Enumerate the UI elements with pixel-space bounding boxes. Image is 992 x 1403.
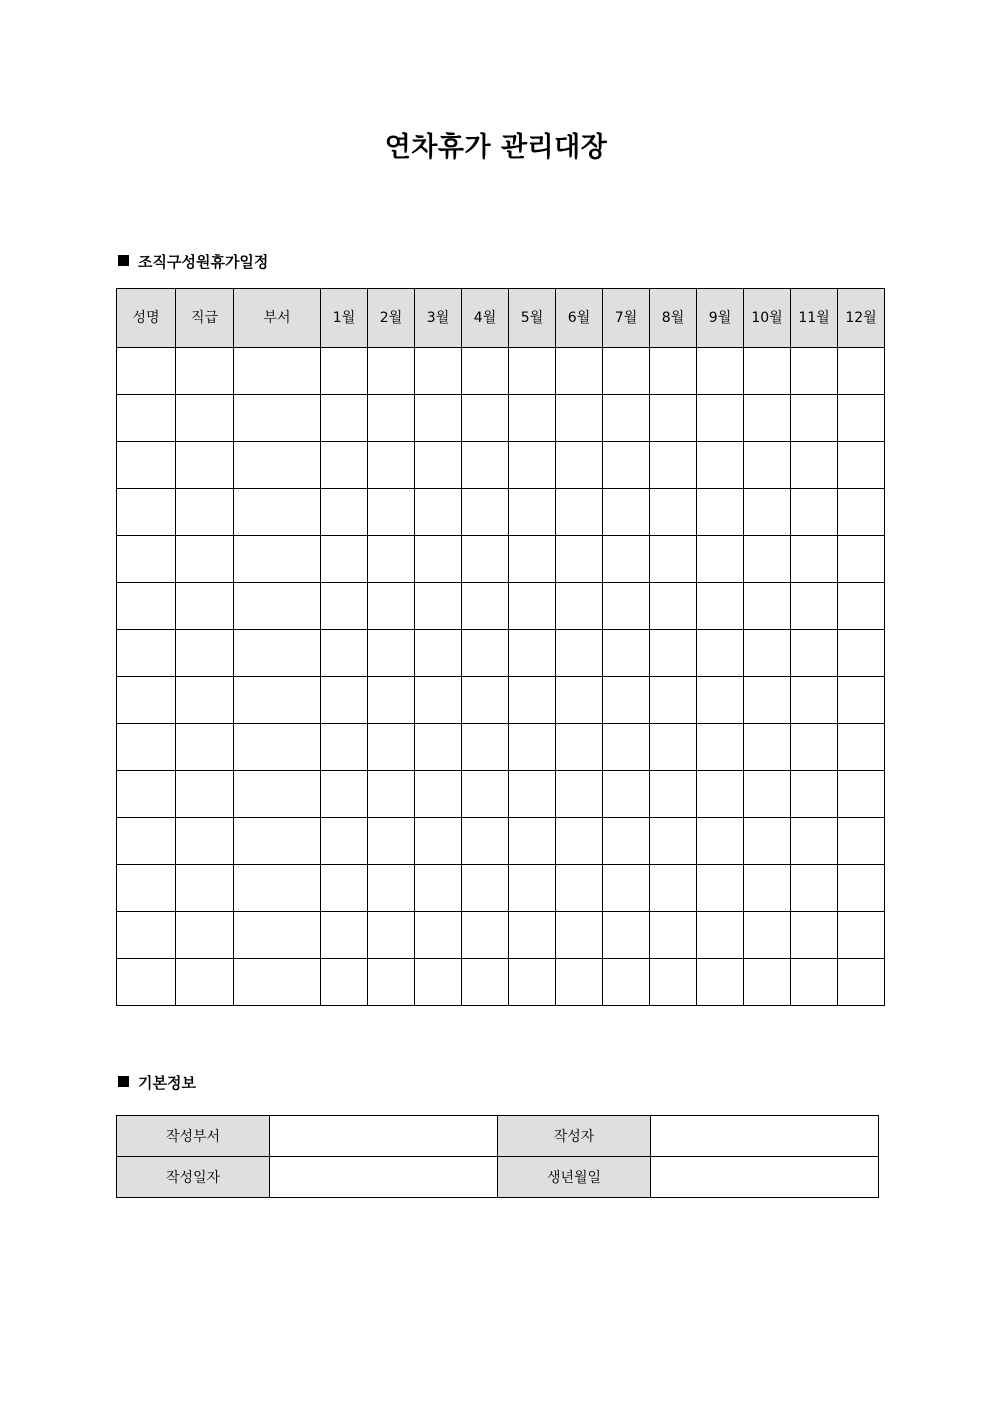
cell-m11[interactable] bbox=[791, 724, 838, 771]
cell-m10[interactable] bbox=[744, 959, 791, 1006]
cell-m3[interactable] bbox=[415, 348, 462, 395]
cell-m3[interactable] bbox=[415, 630, 462, 677]
month-label-4: 4월 bbox=[473, 309, 497, 326]
field-label-writing-department: 작성부서 bbox=[117, 1116, 270, 1157]
cell-m4[interactable] bbox=[462, 865, 509, 912]
cell-m6[interactable] bbox=[556, 536, 603, 583]
cell-m9[interactable] bbox=[697, 348, 744, 395]
cell-rank[interactable] bbox=[176, 536, 234, 583]
cell-name[interactable] bbox=[117, 865, 176, 912]
cell-m8[interactable] bbox=[650, 959, 697, 1006]
cell-m1[interactable] bbox=[321, 771, 368, 818]
cell-m12[interactable] bbox=[838, 536, 885, 583]
column-header-name: 성명 bbox=[117, 289, 176, 348]
table-row bbox=[117, 724, 885, 771]
cell-m7[interactable] bbox=[603, 583, 650, 630]
cell-m7[interactable] bbox=[603, 771, 650, 818]
cell-m12[interactable] bbox=[838, 818, 885, 865]
cell-rank[interactable] bbox=[176, 865, 234, 912]
cell-m5[interactable] bbox=[509, 395, 556, 442]
cell-m5[interactable] bbox=[509, 442, 556, 489]
cell-m1[interactable] bbox=[321, 442, 368, 489]
table-row bbox=[117, 1116, 879, 1157]
cell-name[interactable] bbox=[117, 818, 176, 865]
column-header-dept: 부서 bbox=[234, 289, 321, 348]
table-row bbox=[117, 630, 885, 677]
filled-square-bullet-icon bbox=[118, 1076, 129, 1087]
cell-m8[interactable] bbox=[650, 865, 697, 912]
cell-m7[interactable] bbox=[603, 536, 650, 583]
cell-dept[interactable] bbox=[234, 865, 321, 912]
cell-m8[interactable] bbox=[650, 395, 697, 442]
cell-dept[interactable] bbox=[234, 630, 321, 677]
cell-name[interactable] bbox=[117, 630, 176, 677]
cell-m12[interactable] bbox=[838, 677, 885, 724]
cell-rank[interactable] bbox=[176, 348, 234, 395]
cell-m1[interactable] bbox=[321, 489, 368, 536]
cell-m4[interactable] bbox=[462, 536, 509, 583]
cell-m3[interactable] bbox=[415, 818, 462, 865]
cell-m5[interactable] bbox=[509, 959, 556, 1006]
cell-m7[interactable] bbox=[603, 630, 650, 677]
column-header-month-11 bbox=[791, 289, 838, 348]
table-row bbox=[117, 912, 885, 959]
column-header-month-7 bbox=[603, 289, 650, 348]
column-header-month-9 bbox=[697, 289, 744, 348]
cell-m5[interactable] bbox=[509, 865, 556, 912]
table-row bbox=[117, 395, 885, 442]
cell-m9[interactable] bbox=[697, 865, 744, 912]
column-header-month-10 bbox=[744, 289, 791, 348]
page-title: 연차휴가 관리대장 bbox=[384, 132, 608, 163]
field-label-writing-date: 작성일자 bbox=[117, 1157, 270, 1198]
cell-m8[interactable] bbox=[650, 818, 697, 865]
field-label-author: 작성자 bbox=[498, 1116, 651, 1157]
cell-m1[interactable] bbox=[321, 677, 368, 724]
cell-m12[interactable] bbox=[838, 912, 885, 959]
cell-m2[interactable] bbox=[368, 818, 415, 865]
cell-m1[interactable] bbox=[321, 348, 368, 395]
month-label-6: 6월 bbox=[567, 309, 591, 326]
cell-m9[interactable] bbox=[697, 724, 744, 771]
table-row bbox=[117, 677, 885, 724]
cell-m11[interactable] bbox=[791, 442, 838, 489]
column-header-month-3 bbox=[415, 289, 462, 348]
cell-m12[interactable] bbox=[838, 865, 885, 912]
cell-m9[interactable] bbox=[697, 630, 744, 677]
table-row bbox=[117, 348, 885, 395]
filled-square-bullet-icon bbox=[118, 255, 129, 266]
cell-m3[interactable] bbox=[415, 677, 462, 724]
cell-dept[interactable] bbox=[234, 395, 321, 442]
cell-m3[interactable] bbox=[415, 959, 462, 1006]
cell-m11[interactable] bbox=[791, 395, 838, 442]
cell-m7[interactable] bbox=[603, 818, 650, 865]
cell-m4[interactable] bbox=[462, 677, 509, 724]
cell-m5[interactable] bbox=[509, 536, 556, 583]
cell-m1[interactable] bbox=[321, 865, 368, 912]
cell-name[interactable] bbox=[117, 583, 176, 630]
cell-m3[interactable] bbox=[415, 395, 462, 442]
cell-m9[interactable] bbox=[697, 442, 744, 489]
table-row bbox=[117, 442, 885, 489]
cell-rank[interactable] bbox=[176, 912, 234, 959]
cell-name[interactable] bbox=[117, 771, 176, 818]
cell-m6[interactable] bbox=[556, 630, 603, 677]
month-label-11: 11월 bbox=[798, 309, 830, 326]
cell-m5[interactable] bbox=[509, 583, 556, 630]
cell-m12[interactable] bbox=[838, 489, 885, 536]
cell-name[interactable] bbox=[117, 395, 176, 442]
cell-m9[interactable] bbox=[697, 536, 744, 583]
field-value-writing-date[interactable] bbox=[270, 1157, 498, 1198]
cell-m10[interactable] bbox=[744, 583, 791, 630]
section-heading-schedule bbox=[118, 251, 268, 272]
cell-m11[interactable] bbox=[791, 630, 838, 677]
cell-m5[interactable] bbox=[509, 724, 556, 771]
cell-m5[interactable] bbox=[509, 818, 556, 865]
table-row bbox=[117, 865, 885, 912]
cell-m10[interactable] bbox=[744, 771, 791, 818]
section-heading-basic-info bbox=[118, 1072, 196, 1093]
schedule-table-body bbox=[117, 348, 885, 1006]
month-label-1: 1월 bbox=[332, 309, 356, 326]
cell-m4[interactable] bbox=[462, 395, 509, 442]
cell-m4[interactable] bbox=[462, 818, 509, 865]
cell-m1[interactable] bbox=[321, 395, 368, 442]
cell-m12[interactable] bbox=[838, 630, 885, 677]
cell-m2[interactable] bbox=[368, 348, 415, 395]
cell-m9[interactable] bbox=[697, 489, 744, 536]
cell-m10[interactable] bbox=[744, 442, 791, 489]
cell-dept[interactable] bbox=[234, 724, 321, 771]
cell-m10[interactable] bbox=[744, 536, 791, 583]
cell-m2[interactable] bbox=[368, 865, 415, 912]
section-heading-schedule-label: 조직구성원휴가일정 bbox=[138, 253, 269, 271]
cell-m6[interactable] bbox=[556, 724, 603, 771]
cell-m1[interactable] bbox=[321, 536, 368, 583]
cell-dept[interactable] bbox=[234, 536, 321, 583]
cell-dept[interactable] bbox=[234, 818, 321, 865]
cell-dept[interactable] bbox=[234, 442, 321, 489]
cell-m8[interactable] bbox=[650, 912, 697, 959]
cell-name[interactable] bbox=[117, 536, 176, 583]
cell-m10[interactable] bbox=[744, 818, 791, 865]
schedule-table-head bbox=[117, 289, 885, 348]
cell-m6[interactable] bbox=[556, 395, 603, 442]
cell-m5[interactable] bbox=[509, 771, 556, 818]
cell-m7[interactable] bbox=[603, 348, 650, 395]
cell-m9[interactable] bbox=[697, 677, 744, 724]
month-label-9: 9월 bbox=[708, 309, 732, 326]
cell-m7[interactable] bbox=[603, 912, 650, 959]
cell-m9[interactable] bbox=[697, 395, 744, 442]
cell-m11[interactable] bbox=[791, 771, 838, 818]
cell-rank[interactable] bbox=[176, 677, 234, 724]
cell-m3[interactable] bbox=[415, 771, 462, 818]
schedule-header-row bbox=[117, 289, 885, 348]
cell-m6[interactable] bbox=[556, 583, 603, 630]
cell-rank[interactable] bbox=[176, 583, 234, 630]
cell-m6[interactable] bbox=[556, 912, 603, 959]
cell-m2[interactable] bbox=[368, 677, 415, 724]
cell-m5[interactable] bbox=[509, 489, 556, 536]
cell-dept[interactable] bbox=[234, 959, 321, 1006]
cell-rank[interactable] bbox=[176, 489, 234, 536]
cell-m3[interactable] bbox=[415, 912, 462, 959]
cell-name[interactable] bbox=[117, 677, 176, 724]
month-label-8: 8월 bbox=[661, 309, 685, 326]
cell-m4[interactable] bbox=[462, 771, 509, 818]
cell-dept[interactable] bbox=[234, 912, 321, 959]
cell-m7[interactable] bbox=[603, 489, 650, 536]
cell-name[interactable] bbox=[117, 724, 176, 771]
cell-m12[interactable] bbox=[838, 771, 885, 818]
cell-m6[interactable] bbox=[556, 865, 603, 912]
cell-m9[interactable] bbox=[697, 818, 744, 865]
cell-m11[interactable] bbox=[791, 583, 838, 630]
month-label-10: 10월 bbox=[751, 309, 783, 326]
cell-m12[interactable] bbox=[838, 583, 885, 630]
table-row bbox=[117, 536, 885, 583]
cell-m5[interactable] bbox=[509, 348, 556, 395]
cell-m8[interactable] bbox=[650, 677, 697, 724]
cell-m2[interactable] bbox=[368, 912, 415, 959]
cell-rank[interactable] bbox=[176, 724, 234, 771]
cell-rank[interactable] bbox=[176, 771, 234, 818]
cell-dept[interactable] bbox=[234, 489, 321, 536]
cell-rank[interactable] bbox=[176, 630, 234, 677]
cell-m4[interactable] bbox=[462, 630, 509, 677]
cell-m2[interactable] bbox=[368, 583, 415, 630]
cell-m4[interactable] bbox=[462, 442, 509, 489]
cell-m6[interactable] bbox=[556, 348, 603, 395]
cell-dept[interactable] bbox=[234, 771, 321, 818]
cell-m3[interactable] bbox=[415, 583, 462, 630]
cell-rank[interactable] bbox=[176, 395, 234, 442]
cell-m10[interactable] bbox=[744, 489, 791, 536]
cell-m8[interactable] bbox=[650, 489, 697, 536]
cell-m11[interactable] bbox=[791, 348, 838, 395]
cell-m8[interactable] bbox=[650, 536, 697, 583]
cell-m1[interactable] bbox=[321, 959, 368, 1006]
cell-m1[interactable] bbox=[321, 583, 368, 630]
cell-m12[interactable] bbox=[838, 724, 885, 771]
cell-m2[interactable] bbox=[368, 536, 415, 583]
cell-m3[interactable] bbox=[415, 724, 462, 771]
table-row bbox=[117, 818, 885, 865]
cell-rank[interactable] bbox=[176, 442, 234, 489]
cell-m12[interactable] bbox=[838, 395, 885, 442]
cell-dept[interactable] bbox=[234, 583, 321, 630]
cell-m4[interactable] bbox=[462, 348, 509, 395]
cell-m8[interactable] bbox=[650, 348, 697, 395]
cell-m4[interactable] bbox=[462, 724, 509, 771]
column-header-month-2 bbox=[368, 289, 415, 348]
basic-info-table bbox=[116, 1115, 879, 1198]
cell-m4[interactable] bbox=[462, 912, 509, 959]
cell-m6[interactable] bbox=[556, 771, 603, 818]
cell-name[interactable] bbox=[117, 912, 176, 959]
cell-m2[interactable] bbox=[368, 489, 415, 536]
cell-m8[interactable] bbox=[650, 583, 697, 630]
column-header-month-6 bbox=[556, 289, 603, 348]
cell-m10[interactable] bbox=[744, 395, 791, 442]
cell-dept[interactable] bbox=[234, 348, 321, 395]
table-row bbox=[117, 771, 885, 818]
cell-m3[interactable] bbox=[415, 489, 462, 536]
month-label-2: 2월 bbox=[379, 309, 403, 326]
cell-m4[interactable] bbox=[462, 959, 509, 1006]
cell-rank[interactable] bbox=[176, 818, 234, 865]
cell-m3[interactable] bbox=[415, 442, 462, 489]
cell-m1[interactable] bbox=[321, 818, 368, 865]
column-header-month-8 bbox=[650, 289, 697, 348]
table-row bbox=[117, 489, 885, 536]
cell-m5[interactable] bbox=[509, 630, 556, 677]
cell-m6[interactable] bbox=[556, 959, 603, 1006]
month-label-5: 5월 bbox=[520, 309, 544, 326]
cell-m6[interactable] bbox=[556, 442, 603, 489]
cell-name[interactable] bbox=[117, 489, 176, 536]
cell-m10[interactable] bbox=[744, 912, 791, 959]
cell-m1[interactable] bbox=[321, 912, 368, 959]
cell-m2[interactable] bbox=[368, 959, 415, 1006]
cell-m11[interactable] bbox=[791, 865, 838, 912]
cell-m8[interactable] bbox=[650, 724, 697, 771]
table-row bbox=[117, 583, 885, 630]
cell-m5[interactable] bbox=[509, 677, 556, 724]
cell-m8[interactable] bbox=[650, 630, 697, 677]
cell-m10[interactable] bbox=[744, 630, 791, 677]
cell-m7[interactable] bbox=[603, 677, 650, 724]
cell-m8[interactable] bbox=[650, 771, 697, 818]
field-value-birth-date[interactable] bbox=[651, 1157, 879, 1198]
cell-m7[interactable] bbox=[603, 959, 650, 1006]
cell-m10[interactable] bbox=[744, 865, 791, 912]
cell-m4[interactable] bbox=[462, 489, 509, 536]
cell-rank[interactable] bbox=[176, 959, 234, 1006]
cell-m11[interactable] bbox=[791, 489, 838, 536]
column-header-month-5 bbox=[509, 289, 556, 348]
cell-name[interactable] bbox=[117, 959, 176, 1006]
month-label-3: 3월 bbox=[426, 309, 450, 326]
cell-m7[interactable] bbox=[603, 395, 650, 442]
cell-m12[interactable] bbox=[838, 442, 885, 489]
cell-m7[interactable] bbox=[603, 442, 650, 489]
basic-info-table-body bbox=[117, 1116, 879, 1198]
vacation-schedule-table bbox=[116, 288, 885, 1006]
cell-m10[interactable] bbox=[744, 724, 791, 771]
field-value-author[interactable] bbox=[651, 1116, 879, 1157]
cell-m8[interactable] bbox=[650, 442, 697, 489]
cell-m11[interactable] bbox=[791, 818, 838, 865]
section-heading-basic-info-label: 기본정보 bbox=[138, 1074, 196, 1092]
cell-m2[interactable] bbox=[368, 771, 415, 818]
column-header-month-1 bbox=[321, 289, 368, 348]
cell-m2[interactable] bbox=[368, 724, 415, 771]
cell-m12[interactable] bbox=[838, 959, 885, 1006]
cell-m10[interactable] bbox=[744, 348, 791, 395]
table-row bbox=[117, 959, 885, 1006]
cell-m11[interactable] bbox=[791, 912, 838, 959]
cell-m9[interactable] bbox=[697, 771, 744, 818]
cell-m2[interactable] bbox=[368, 442, 415, 489]
cell-m6[interactable] bbox=[556, 489, 603, 536]
cell-m9[interactable] bbox=[697, 912, 744, 959]
cell-m12[interactable] bbox=[838, 348, 885, 395]
cell-m3[interactable] bbox=[415, 536, 462, 583]
cell-dept[interactable] bbox=[234, 677, 321, 724]
cell-m2[interactable] bbox=[368, 395, 415, 442]
field-value-writing-department[interactable] bbox=[270, 1116, 498, 1157]
field-label-birth-date: 생년월일 bbox=[498, 1157, 651, 1198]
cell-m3[interactable] bbox=[415, 865, 462, 912]
cell-m10[interactable] bbox=[744, 677, 791, 724]
cell-m11[interactable] bbox=[791, 677, 838, 724]
cell-name[interactable] bbox=[117, 442, 176, 489]
column-header-month-4 bbox=[462, 289, 509, 348]
cell-m5[interactable] bbox=[509, 912, 556, 959]
cell-m6[interactable] bbox=[556, 677, 603, 724]
cell-name[interactable] bbox=[117, 348, 176, 395]
cell-m2[interactable] bbox=[368, 630, 415, 677]
cell-m7[interactable] bbox=[603, 724, 650, 771]
column-header-month-12 bbox=[838, 289, 885, 348]
cell-m9[interactable] bbox=[697, 583, 744, 630]
cell-m9[interactable] bbox=[697, 959, 744, 1006]
cell-m11[interactable] bbox=[791, 959, 838, 1006]
month-label-7: 7월 bbox=[614, 309, 638, 326]
cell-m11[interactable] bbox=[791, 536, 838, 583]
cell-m6[interactable] bbox=[556, 818, 603, 865]
table-row bbox=[117, 1157, 879, 1198]
cell-m7[interactable] bbox=[603, 865, 650, 912]
cell-m1[interactable] bbox=[321, 724, 368, 771]
month-label-12: 12월 bbox=[845, 309, 877, 326]
column-header-rank: 직급 bbox=[176, 289, 234, 348]
cell-m1[interactable] bbox=[321, 630, 368, 677]
cell-m4[interactable] bbox=[462, 583, 509, 630]
